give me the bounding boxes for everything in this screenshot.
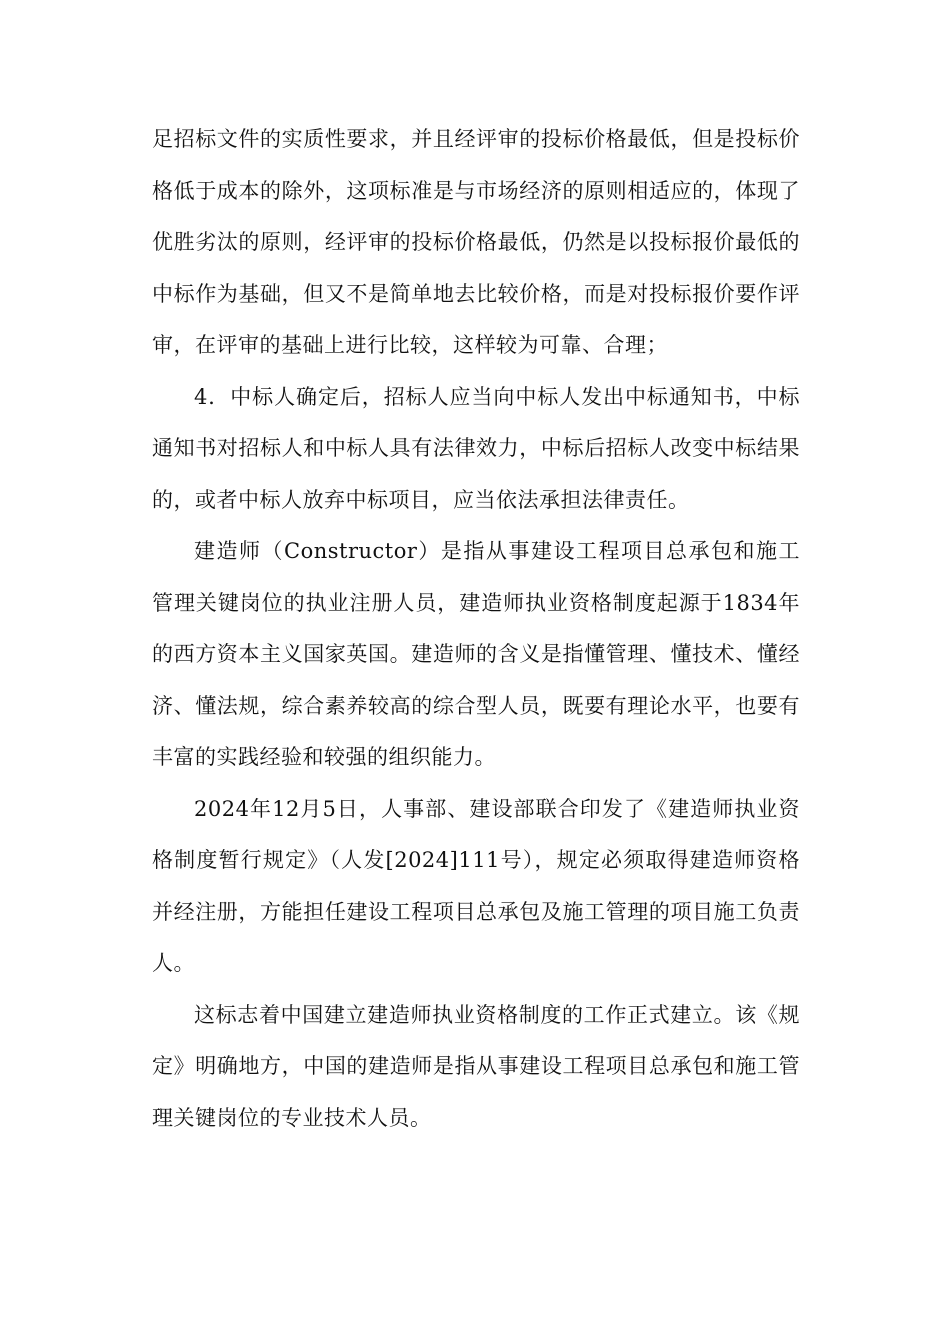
- document-body: [152, 114, 800, 1144]
- paragraph-award-notice: 4．中标人确定后，招标人应当向中标人发出中标通知书，中标通知书对招标人和中标人具有法律效力，中标后招标人改变中标结果的，或者中标人放弃中标项目，应当依法承担法律责任。: [152, 384, 800, 512]
- paragraph-constructor-definition: 建造师（Constructor）是指从事建设工程项目总承包和施工管理关键岗位的执业注册人员，建造师执业资格制度起源于1834年的西方资本主义国家英国。建造师的含义是指懂管理、懂技术、懂经济、懂法规，综合素养较高的综合型人员，既要有理论水平，也要有丰富的实践经验和较强的组织能力。: [152, 539, 800, 769]
- paragraph-regulation: 2024年12月5日，人事部、建设部联合印发了《建造师执业资格制度暂行规定》（人发[2024]111号），规定必须取得建造师资格并经注册，方能担任建设工程项目总承包及施工管理的项目施工负责人。: [152, 796, 800, 975]
- paragraph-significance: 这标志着中国建立建造师执业资格制度的工作正式建立。该《规定》明确地方，中国的建造师是指从事建设工程项目总承包和施工管理关键岗位的专业技术人员。: [152, 1002, 800, 1130]
- paragraph-continuation: 足招标文件的实质性要求，并且经评审的投标价格最低，但是投标价格低于成本的除外，这项标准是与市场经济的原则相适应的，体现了优胜劣汰的原则，经评审的投标价格最低，仍然是以投标报价最低的中标作为基础，但又不是简单地去比较价格，而是对投标报价要作评审，在评审的基础上进行比较，这样较为可靠、合理；: [152, 127, 800, 357]
